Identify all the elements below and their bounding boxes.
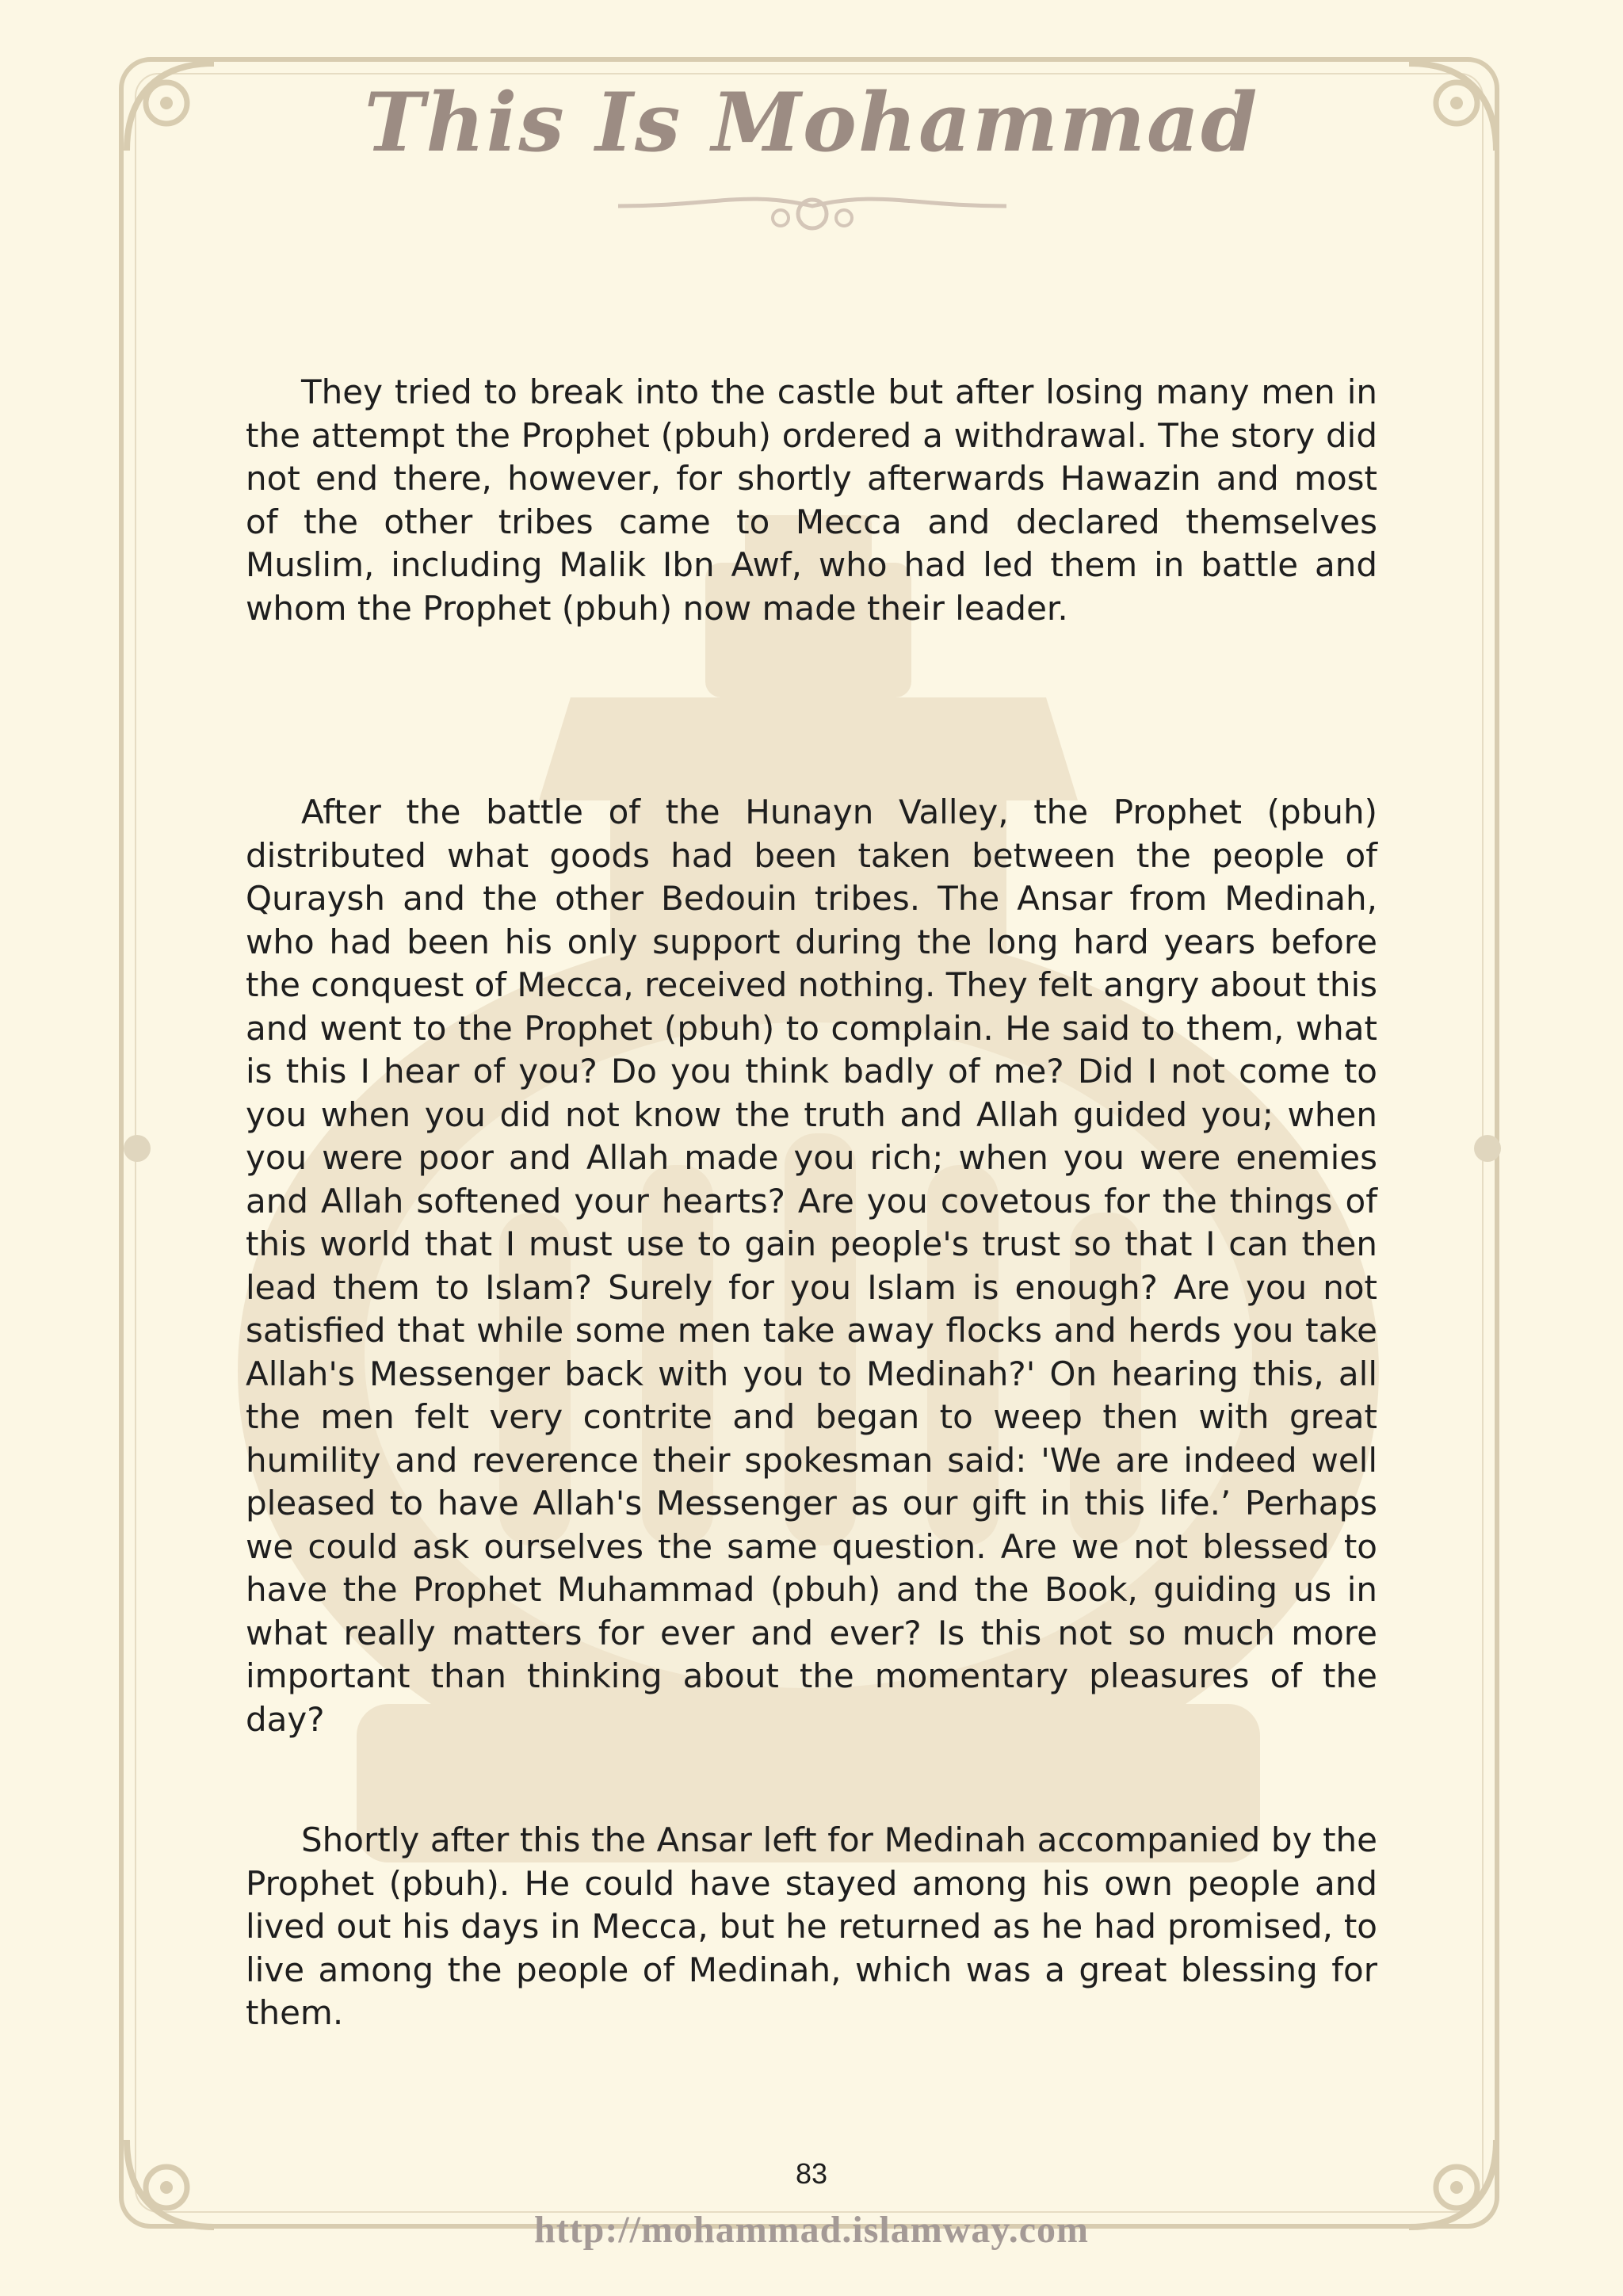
paragraph-text: Shortly after this the Ansar left for Medinah accompanied by the Prophet (pbuh). He could have stayed among his own people and lived out his days in Mecca, but he returned as he had promised, to live among the people of Medinah, which was a great blessing for them. xyxy=(246,1820,1377,2032)
paragraph-1 xyxy=(246,371,1377,630)
paragraph-text: After the battle of the Hunayn Valley, the Prophet (pbuh) distributed what goods had been taken between the people of Quraysh and the other Bedouin tribes. The Ansar from Medinah, who had been his only support during the long hard years before the conquest of Mecca, received nothing. They felt angry about this and went to the Prophet (pbuh) to complain. He said to them, what is this I hear of you? Do you think badly of me? Did I not come to you when you did not know the truth and Allah guided you; when you were poor and Allah made you rich; when you were enemies and Allah softened your hearts? Are you covetous for the things of this world that I must use to gain people's trust so that I can then lead them to Islam? Surely for you Islam is enough? Are you not satisfied that while some men take away flocks and herds you take Allah's Messenger back with you to Medinah?' On hearing this, all the men felt very contrite and began to weep then with great humility and reverence their spokesman said: 'We are indeed well pleased to have Allah's Messenger as our gift in this life.’ Perhaps we could ask ourselves the same question. Are we not blessed to have the Prophet Muhammad (pbuh) and the Book, guiding us in what really matters for ever and ever? Is this not so much more important than thinking about the momentary pleasures of the day? xyxy=(246,793,1377,1739)
page-title: This Is Mohammad xyxy=(364,75,1259,170)
paragraph-3 xyxy=(246,1819,1377,2035)
title-flourish-icon xyxy=(618,182,1006,238)
paragraph-text: They tried to break into the castle but after losing many men in the attempt the Prophet (pbuh) ordered a withdrawal. The story did not end there, however, for shortly afterwards Hawazin and most of the other tribes came to Mecca and declared themselves Muslim, including Malik Ibn Awf, who had led them in battle and whom the Prophet (pbuh) now made their leader. xyxy=(246,372,1377,628)
frame-side-ornament xyxy=(1474,1135,1501,1162)
paragraph-2 xyxy=(246,791,1377,1741)
footer-url: http://mohammad.islamway.com xyxy=(534,2209,1089,2251)
page-number: 83 xyxy=(795,2157,828,2190)
frame-side-ornament xyxy=(124,1135,151,1162)
